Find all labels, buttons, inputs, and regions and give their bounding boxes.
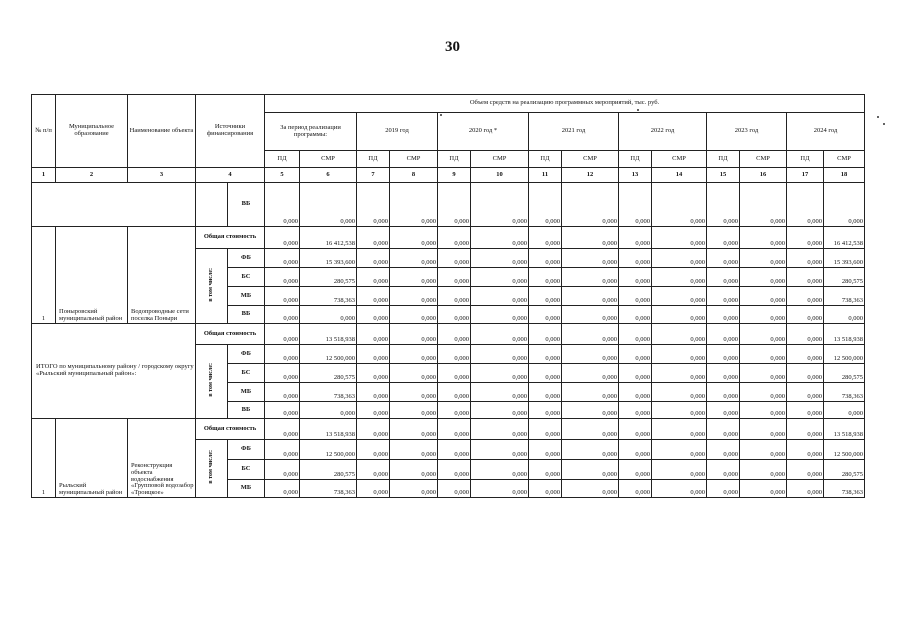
value-cell: 0,000	[357, 383, 390, 402]
value-cell: 0,000	[390, 364, 438, 383]
value-cell: 12 500,000	[824, 440, 865, 460]
source-label: МБ	[228, 287, 265, 306]
col-number: 18	[824, 168, 865, 183]
header-smr: СМР	[300, 151, 357, 168]
value-cell: 0,000	[619, 324, 652, 345]
table-row	[32, 227, 865, 249]
value-cell: 280,575	[824, 364, 865, 383]
value-cell: 15 393,600	[824, 249, 865, 268]
value-cell: 0,000	[652, 480, 707, 498]
col-number: 11	[529, 168, 562, 183]
header-year: 2022 год	[619, 113, 707, 151]
value-cell: 0,000	[619, 249, 652, 268]
value-cell: 280,575	[300, 364, 357, 383]
col-number: 8	[390, 168, 438, 183]
value-cell: 0,000	[740, 249, 787, 268]
including-text: в том числе:	[208, 450, 215, 484]
value-cell: 0,000	[438, 345, 471, 364]
col-number: 4	[196, 168, 265, 183]
value-cell: 0,000	[357, 480, 390, 498]
header-pd: ПД	[357, 151, 390, 168]
value-cell: 0,000	[652, 324, 707, 345]
value-cell: 0,000	[619, 227, 652, 249]
value-cell: 0,000	[824, 402, 865, 419]
value-cell: 0,000	[787, 419, 824, 440]
object-name: Реконструкция объекта водоснабжения «Групповой водозабор «Троицкое»	[128, 419, 196, 498]
value-cell: 0,000	[357, 268, 390, 287]
value-cell: 0,000	[652, 402, 707, 419]
value-cell: 0,000	[707, 287, 740, 306]
header-period: За период реализации программы:	[265, 113, 357, 151]
value-cell: 0,000	[265, 364, 300, 383]
value-cell: 0,000	[652, 440, 707, 460]
header-sources: Источники финансирования	[196, 95, 265, 168]
value-cell: 0,000	[787, 383, 824, 402]
value-cell: 0,000	[471, 440, 529, 460]
value-cell: 0,000	[300, 402, 357, 419]
value-cell: 0,000	[787, 480, 824, 498]
value-cell: 0,000	[438, 460, 471, 480]
header-year: 2024 год	[787, 113, 865, 151]
value-cell: 0,000	[390, 249, 438, 268]
header-smr: СМР	[652, 151, 707, 168]
value-cell: 0,000	[357, 460, 390, 480]
value-cell: 0,000	[438, 364, 471, 383]
value-cell: 0,000	[652, 419, 707, 440]
value-cell: 738,363	[824, 383, 865, 402]
value-cell: 12 500,000	[300, 440, 357, 460]
value-cell: 0,000	[357, 419, 390, 440]
value-cell: 0,000	[471, 402, 529, 419]
value-cell: 0,000	[619, 183, 652, 227]
value-cell: 0,000	[740, 419, 787, 440]
header-row-numbers	[32, 168, 865, 183]
value-cell: 0,000	[562, 402, 619, 419]
value-cell: 0,000	[357, 324, 390, 345]
header-pd: ПД	[787, 151, 824, 168]
source-label: ФБ	[228, 440, 265, 460]
value-cell: 0,000	[265, 268, 300, 287]
value-cell: 0,000	[740, 440, 787, 460]
value-cell: 0,000	[390, 268, 438, 287]
value-cell: 0,000	[740, 364, 787, 383]
value-cell: 0,000	[300, 183, 357, 227]
value-cell: 0,000	[562, 249, 619, 268]
value-cell: 0,000	[740, 383, 787, 402]
col-number: 2	[56, 168, 128, 183]
row-number: 1	[32, 227, 56, 324]
value-cell: 0,000	[619, 306, 652, 324]
value-cell: 0,000	[562, 324, 619, 345]
col-number: 5	[265, 168, 300, 183]
value-cell: 0,000	[787, 440, 824, 460]
itogo-label: ИТОГО по муниципальному району / городскому округу «Рыльский муниципальный район»:	[32, 324, 196, 419]
value-cell: 0,000	[529, 480, 562, 498]
value-cell: 0,000	[357, 402, 390, 419]
value-cell: 0,000	[529, 419, 562, 440]
total-label: Общая стоимость	[196, 227, 265, 249]
value-cell: 0,000	[265, 480, 300, 498]
value-cell: 0,000	[357, 345, 390, 364]
value-cell: 0,000	[529, 364, 562, 383]
value-cell: 0,000	[652, 460, 707, 480]
value-cell: 0,000	[390, 480, 438, 498]
including-text: в том числе:	[208, 267, 215, 302]
value-cell: 0,000	[707, 364, 740, 383]
value-cell: 0,000	[824, 306, 865, 324]
value-cell: 0,000	[471, 287, 529, 306]
value-cell: 0,000	[787, 227, 824, 249]
value-cell: 0,000	[740, 227, 787, 249]
value-cell: 0,000	[619, 419, 652, 440]
value-cell: 280,575	[300, 268, 357, 287]
value-cell: 12 500,000	[824, 345, 865, 364]
scan-speck	[637, 109, 639, 111]
scan-speck	[877, 116, 879, 118]
value-cell: 0,000	[265, 383, 300, 402]
col-number: 10	[471, 168, 529, 183]
value-cell: 0,000	[265, 227, 300, 249]
value-cell: 0,000	[390, 227, 438, 249]
value-cell: 0,000	[529, 402, 562, 419]
source-label: ФБ	[228, 345, 265, 364]
municipality-name: Поныровский муниципальный район	[56, 227, 128, 324]
value-cell: 0,000	[471, 324, 529, 345]
header-num: № п/п	[32, 95, 56, 168]
value-cell: 0,000	[652, 183, 707, 227]
col-number: 16	[740, 168, 787, 183]
header-pd: ПД	[529, 151, 562, 168]
header-pd: ПД	[707, 151, 740, 168]
value-cell: 0,000	[652, 249, 707, 268]
value-cell: 0,000	[471, 268, 529, 287]
value-cell: 0,000	[529, 324, 562, 345]
value-cell: 0,000	[471, 345, 529, 364]
row-number: 1	[32, 419, 56, 498]
value-cell: 0,000	[787, 364, 824, 383]
source-label: МБ	[228, 383, 265, 402]
header-smr: СМР	[824, 151, 865, 168]
value-cell: 0,000	[390, 402, 438, 419]
value-cell: 0,000	[471, 306, 529, 324]
value-cell: 738,363	[300, 383, 357, 402]
municipality-name: Рыльский муниципальный район	[56, 419, 128, 498]
value-cell: 0,000	[707, 345, 740, 364]
header-year: 2019 год	[357, 113, 438, 151]
value-cell: 0,000	[787, 402, 824, 419]
value-cell: 0,000	[562, 419, 619, 440]
value-cell: 0,000	[787, 345, 824, 364]
col-number: 15	[707, 168, 740, 183]
value-cell: 0,000	[357, 249, 390, 268]
value-cell: 0,000	[562, 287, 619, 306]
value-cell: 738,363	[300, 480, 357, 498]
source-label: ФБ	[228, 249, 265, 268]
value-cell: 0,000	[707, 383, 740, 402]
col-number: 13	[619, 168, 652, 183]
value-cell: 0,000	[265, 324, 300, 345]
header-smr: СМР	[390, 151, 438, 168]
value-cell: 0,000	[265, 249, 300, 268]
value-cell: 0,000	[390, 324, 438, 345]
value-cell: 15 393,600	[300, 249, 357, 268]
value-cell: 0,000	[740, 324, 787, 345]
value-cell: 0,000	[652, 306, 707, 324]
value-cell: 0,000	[357, 227, 390, 249]
header-smr: СМР	[562, 151, 619, 168]
table-row	[32, 183, 865, 227]
value-cell: 0,000	[707, 460, 740, 480]
col-number: 12	[562, 168, 619, 183]
value-cell: 0,000	[619, 460, 652, 480]
source-label: БС	[228, 364, 265, 383]
value-cell: 0,000	[265, 460, 300, 480]
value-cell: 0,000	[652, 345, 707, 364]
value-cell: 0,000	[265, 345, 300, 364]
value-cell: 0,000	[707, 183, 740, 227]
value-cell: 0,000	[562, 440, 619, 460]
value-cell: 0,000	[390, 383, 438, 402]
value-cell: 12 500,000	[300, 345, 357, 364]
header-pd: ПД	[265, 151, 300, 168]
value-cell: 0,000	[529, 268, 562, 287]
value-cell: 0,000	[652, 227, 707, 249]
value-cell: 0,000	[652, 383, 707, 402]
value-cell: 0,000	[529, 227, 562, 249]
value-cell: 13 518,938	[300, 419, 357, 440]
value-cell: 0,000	[529, 306, 562, 324]
value-cell: 0,000	[471, 364, 529, 383]
object-name: Водопроводные сети поселка Поныри	[128, 227, 196, 324]
total-label: Общая стоимость	[196, 419, 265, 440]
value-cell: 0,000	[707, 440, 740, 460]
value-cell: 0,000	[390, 306, 438, 324]
value-cell: 0,000	[471, 480, 529, 498]
value-cell: 0,000	[707, 402, 740, 419]
value-cell: 0,000	[707, 306, 740, 324]
value-cell: 0,000	[438, 383, 471, 402]
value-cell: 0,000	[740, 183, 787, 227]
value-cell: 0,000	[619, 364, 652, 383]
value-cell: 0,000	[438, 227, 471, 249]
value-cell: 0,000	[471, 183, 529, 227]
value-cell: 0,000	[652, 364, 707, 383]
header-smr: СМР	[740, 151, 787, 168]
value-cell: 738,363	[300, 287, 357, 306]
source-label: ВБ	[228, 183, 265, 227]
value-cell: 280,575	[300, 460, 357, 480]
scan-speck	[440, 114, 442, 116]
value-cell: 0,000	[562, 306, 619, 324]
value-cell: 0,000	[562, 480, 619, 498]
value-cell: 0,000	[787, 306, 824, 324]
header-smr: СМР	[471, 151, 529, 168]
value-cell: 0,000	[357, 183, 390, 227]
header-year: 2021 год	[529, 113, 619, 151]
value-cell: 0,000	[357, 364, 390, 383]
value-cell: 0,000	[438, 306, 471, 324]
value-cell: 0,000	[438, 183, 471, 227]
value-cell: 280,575	[824, 268, 865, 287]
value-cell: 0,000	[787, 268, 824, 287]
scan-speck	[883, 123, 885, 125]
source-label: ВБ	[228, 306, 265, 324]
value-cell: 0,000	[740, 268, 787, 287]
value-cell: 0,000	[787, 287, 824, 306]
value-cell: 0,000	[707, 419, 740, 440]
value-cell: 0,000	[438, 249, 471, 268]
including-label	[196, 440, 228, 498]
value-cell: 0,000	[562, 268, 619, 287]
value-cell: 13 518,938	[824, 324, 865, 345]
value-cell: 0,000	[740, 287, 787, 306]
value-cell: 0,000	[562, 183, 619, 227]
value-cell: 0,000	[707, 227, 740, 249]
value-cell: 0,000	[707, 324, 740, 345]
value-cell: 0,000	[390, 183, 438, 227]
value-cell: 0,000	[438, 440, 471, 460]
value-cell: 0,000	[619, 345, 652, 364]
including-cell	[196, 183, 228, 227]
table-row	[32, 419, 865, 440]
table-row	[32, 324, 865, 345]
value-cell: 0,000	[265, 306, 300, 324]
value-cell: 16 412,538	[824, 227, 865, 249]
value-cell: 0,000	[562, 364, 619, 383]
value-cell: 0,000	[707, 268, 740, 287]
value-cell: 0,000	[390, 419, 438, 440]
header-pd: ПД	[438, 151, 471, 168]
header-object: Наименование объекта	[128, 95, 196, 168]
source-label: ВБ	[228, 402, 265, 419]
value-cell: 0,000	[787, 324, 824, 345]
value-cell: 0,000	[529, 287, 562, 306]
value-cell: 0,000	[390, 345, 438, 364]
value-cell: 0,000	[471, 227, 529, 249]
value-cell: 0,000	[390, 460, 438, 480]
value-cell: 0,000	[787, 183, 824, 227]
value-cell: 0,000	[438, 268, 471, 287]
value-cell: 0,000	[652, 268, 707, 287]
value-cell: 0,000	[652, 287, 707, 306]
value-cell: 0,000	[740, 402, 787, 419]
col-number: 6	[300, 168, 357, 183]
value-cell: 738,363	[824, 480, 865, 498]
value-cell: 0,000	[265, 287, 300, 306]
col-number: 14	[652, 168, 707, 183]
value-cell: 280,575	[824, 460, 865, 480]
value-cell: 0,000	[471, 249, 529, 268]
total-label: Общая стоимость	[196, 324, 265, 345]
value-cell: 0,000	[787, 460, 824, 480]
value-cell: 0,000	[265, 419, 300, 440]
source-label: БС	[228, 268, 265, 287]
value-cell: 0,000	[529, 345, 562, 364]
value-cell: 0,000	[438, 419, 471, 440]
col-number: 9	[438, 168, 471, 183]
value-cell: 0,000	[471, 419, 529, 440]
source-label: МБ	[228, 480, 265, 498]
value-cell: 0,000	[529, 440, 562, 460]
header-municipality: Муниципальное образование	[56, 95, 128, 168]
value-cell: 0,000	[562, 383, 619, 402]
value-cell: 0,000	[390, 440, 438, 460]
value-cell: 0,000	[529, 249, 562, 268]
page-number: 30	[445, 39, 460, 55]
header-row-volume	[32, 95, 865, 113]
value-cell: 0,000	[438, 402, 471, 419]
header-year: 2020 год *	[438, 113, 529, 151]
value-cell: 0,000	[740, 460, 787, 480]
header-year: 2023 год	[707, 113, 787, 151]
value-cell: 0,000	[265, 183, 300, 227]
value-cell: 0,000	[265, 402, 300, 419]
value-cell: 0,000	[740, 480, 787, 498]
value-cell: 0,000	[438, 287, 471, 306]
value-cell: 0,000	[787, 249, 824, 268]
col-number: 17	[787, 168, 824, 183]
value-cell: 0,000	[438, 480, 471, 498]
value-cell: 0,000	[357, 306, 390, 324]
header-volume: Объем средств на реализацию программных мероприятий, тыс. руб.	[265, 95, 865, 113]
including-label	[196, 345, 228, 419]
value-cell: 0,000	[529, 383, 562, 402]
value-cell: 0,000	[529, 460, 562, 480]
col-number: 3	[128, 168, 196, 183]
including-label	[196, 249, 228, 324]
value-cell: 0,000	[707, 249, 740, 268]
value-cell: 0,000	[740, 345, 787, 364]
value-cell: 0,000	[619, 480, 652, 498]
value-cell: 13 518,938	[300, 324, 357, 345]
budget-table	[31, 94, 865, 498]
value-cell: 0,000	[471, 460, 529, 480]
value-cell: 13 518,938	[824, 419, 865, 440]
value-cell: 0,000	[619, 383, 652, 402]
value-cell: 0,000	[562, 345, 619, 364]
source-label: БС	[228, 460, 265, 480]
col-number: 7	[357, 168, 390, 183]
value-cell: 0,000	[300, 306, 357, 324]
header-pd: ПД	[619, 151, 652, 168]
value-cell: 0,000	[824, 183, 865, 227]
value-cell: 0,000	[390, 287, 438, 306]
value-cell: 0,000	[357, 287, 390, 306]
value-cell: 0,000	[619, 287, 652, 306]
value-cell: 0,000	[740, 306, 787, 324]
value-cell: 0,000	[265, 440, 300, 460]
col-number: 1	[32, 168, 56, 183]
value-cell: 0,000	[357, 440, 390, 460]
value-cell: 0,000	[707, 480, 740, 498]
value-cell: 0,000	[438, 324, 471, 345]
value-cell: 0,000	[619, 402, 652, 419]
empty-cell	[32, 183, 196, 227]
including-text: в том числе:	[208, 363, 215, 397]
value-cell: 0,000	[529, 183, 562, 227]
value-cell: 738,363	[824, 287, 865, 306]
value-cell: 0,000	[562, 460, 619, 480]
value-cell: 0,000	[562, 227, 619, 249]
value-cell: 16 412,538	[300, 227, 357, 249]
value-cell: 0,000	[471, 383, 529, 402]
value-cell: 0,000	[619, 440, 652, 460]
value-cell: 0,000	[619, 268, 652, 287]
